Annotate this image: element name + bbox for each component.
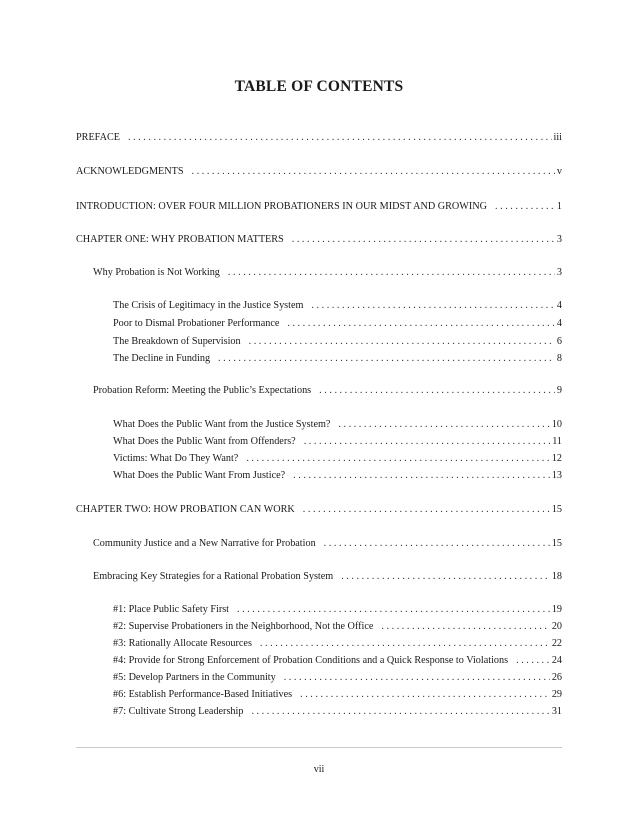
dot-leader: [338, 418, 549, 431]
toc-entry-page: 15: [551, 504, 562, 515]
toc-entry-page: 6: [556, 336, 562, 347]
toc-entry-text: What Does the Public Want From Justice?: [113, 470, 286, 481]
toc-entry-text: Why Probation is Not Working: [93, 267, 220, 278]
toc-entry-page: v: [556, 166, 562, 177]
toc-entry-text: #4: Provide for Strong Enforcement of Probation Conditions and a Quick Response to Violations: [113, 655, 509, 666]
toc-entry-page: 18: [551, 571, 562, 582]
toc-entry-chapter-one[interactable]: [76, 233, 562, 246]
toc-entry-text: #6: Establish Performance-Based Initiatives: [113, 689, 293, 700]
toc-entry-page: 13: [551, 470, 562, 481]
toc-entry-text: #3: Rationally Allocate Resources: [113, 638, 252, 649]
toc-entry-subsection[interactable]: [113, 435, 562, 448]
dot-leader: [341, 570, 550, 583]
toc-entry-page: 4: [556, 318, 562, 329]
dot-leader: [495, 200, 555, 213]
toc-entry-strategy[interactable]: [113, 603, 562, 616]
toc-entry-text: Embracing Key Strategies for a Rational Probation System: [93, 571, 334, 582]
toc-entry-text: Community Justice and a New Narrative for Probation: [93, 538, 316, 549]
toc-entry-text: The Crisis of Legitimacy in the Justice System: [113, 300, 304, 311]
toc-entry-text: #2: Supervise Probationers in the Neighborhood, Not the Office: [113, 621, 374, 632]
toc-entry-text: Victims: What Do They Want?: [113, 453, 239, 464]
toc-entry-subsection[interactable]: [113, 317, 562, 330]
toc-entry-page: 1: [556, 201, 562, 212]
dot-leader: [249, 335, 555, 348]
toc-entry-page: 26: [551, 672, 562, 683]
toc-entry-page: 8: [556, 353, 562, 364]
toc-entry-text: #5: Develop Partners in the Community: [113, 672, 276, 683]
toc-entry-page: 29: [551, 689, 562, 700]
dot-leader: [324, 537, 550, 550]
toc-entry-page: 15: [551, 538, 562, 549]
toc-entry-text: ACKNOWLEDGMENTS: [76, 166, 184, 177]
toc-entry-page: 11: [552, 436, 562, 447]
toc-entry-page: 10: [551, 419, 562, 430]
toc-entry-acknowledgments[interactable]: [76, 165, 562, 178]
toc-entry-preface[interactable]: [76, 131, 562, 144]
dot-leader: [192, 165, 555, 178]
toc-entry-text: #7: Cultivate Strong Leadership: [113, 706, 244, 717]
toc-entry-subsection[interactable]: [113, 418, 562, 431]
dot-leader: [284, 671, 550, 684]
toc-entry-chapter-two[interactable]: [76, 503, 562, 516]
toc-entry-text: CHAPTER ONE: WHY PROBATION MATTERS: [76, 234, 284, 245]
toc-entry-subsection[interactable]: [113, 299, 562, 312]
toc-entry-page: 19: [551, 604, 562, 615]
toc-entry-text: INTRODUCTION: OVER FOUR MILLION PROBATIONERS IN OUR MIDST AND GROWING: [76, 201, 487, 212]
toc-entry-page: 31: [551, 706, 562, 717]
toc-entry-section[interactable]: [93, 570, 562, 583]
toc-entry-subsection[interactable]: [113, 469, 562, 482]
toc-entry-strategy[interactable]: [113, 671, 562, 684]
page-title: TABLE OF CONTENTS: [234, 78, 404, 95]
dot-leader: [516, 654, 550, 667]
page-number: vii: [313, 764, 325, 775]
dot-leader: [292, 233, 555, 246]
dot-leader: [293, 469, 550, 482]
dot-leader: [304, 435, 550, 448]
toc-entry-page: 3: [556, 267, 562, 278]
toc-entry-page: 20: [551, 621, 562, 632]
toc-entry-page: 4: [556, 300, 562, 311]
toc-entry-subsection[interactable]: [113, 452, 562, 465]
toc-entry-strategy[interactable]: [113, 637, 562, 650]
dot-leader: [246, 452, 549, 465]
toc-entry-text: What Does the Public Want from Offenders?: [113, 436, 296, 447]
toc-entry-introduction[interactable]: [76, 200, 562, 213]
dot-leader: [319, 384, 555, 397]
footer-divider: [76, 747, 562, 748]
toc-entry-section[interactable]: [93, 384, 562, 397]
dot-leader: [311, 299, 554, 312]
dot-leader: [260, 637, 550, 650]
toc-entry-text: CHAPTER TWO: HOW PROBATION CAN WORK: [76, 504, 295, 515]
toc-entry-subsection[interactable]: [113, 352, 562, 365]
dot-leader: [287, 317, 555, 330]
toc-entry-page: 3: [556, 234, 562, 245]
toc-entry-text: The Breakdown of Supervision: [113, 336, 241, 347]
dot-leader: [251, 705, 549, 718]
toc-entry-page: 22: [551, 638, 562, 649]
dot-leader: [128, 131, 552, 144]
toc-entry-page: 24: [551, 655, 562, 666]
toc-entry-section[interactable]: [93, 537, 562, 550]
toc-entry-page: 12: [551, 453, 562, 464]
toc-entry-text: Poor to Dismal Probationer Performance: [113, 318, 280, 329]
dot-leader: [237, 603, 550, 616]
toc-entry-strategy[interactable]: [113, 688, 562, 701]
toc-entry-text: What Does the Public Want from the Justice System?: [113, 419, 331, 430]
dot-leader: [381, 620, 549, 633]
dot-leader: [228, 266, 555, 279]
dot-leader: [303, 503, 550, 516]
toc-entry-strategy[interactable]: [113, 705, 562, 718]
toc-entry-page: iii: [553, 132, 562, 143]
toc-entry-text: PREFACE: [76, 132, 120, 143]
toc-entry-strategy[interactable]: [113, 654, 562, 667]
toc-entry-text: The Decline in Funding: [113, 353, 211, 364]
dot-leader: [218, 352, 555, 365]
toc-entry-strategy[interactable]: [113, 620, 562, 633]
toc-entry-section[interactable]: [93, 266, 562, 279]
toc-entry-page: 9: [556, 385, 562, 396]
dot-leader: [300, 688, 550, 701]
toc-entry-text: #1: Place Public Safety First: [113, 604, 230, 615]
toc-entry-subsection[interactable]: [113, 335, 562, 348]
toc-entry-text: Probation Reform: Meeting the Public’s Expectations: [93, 385, 312, 396]
